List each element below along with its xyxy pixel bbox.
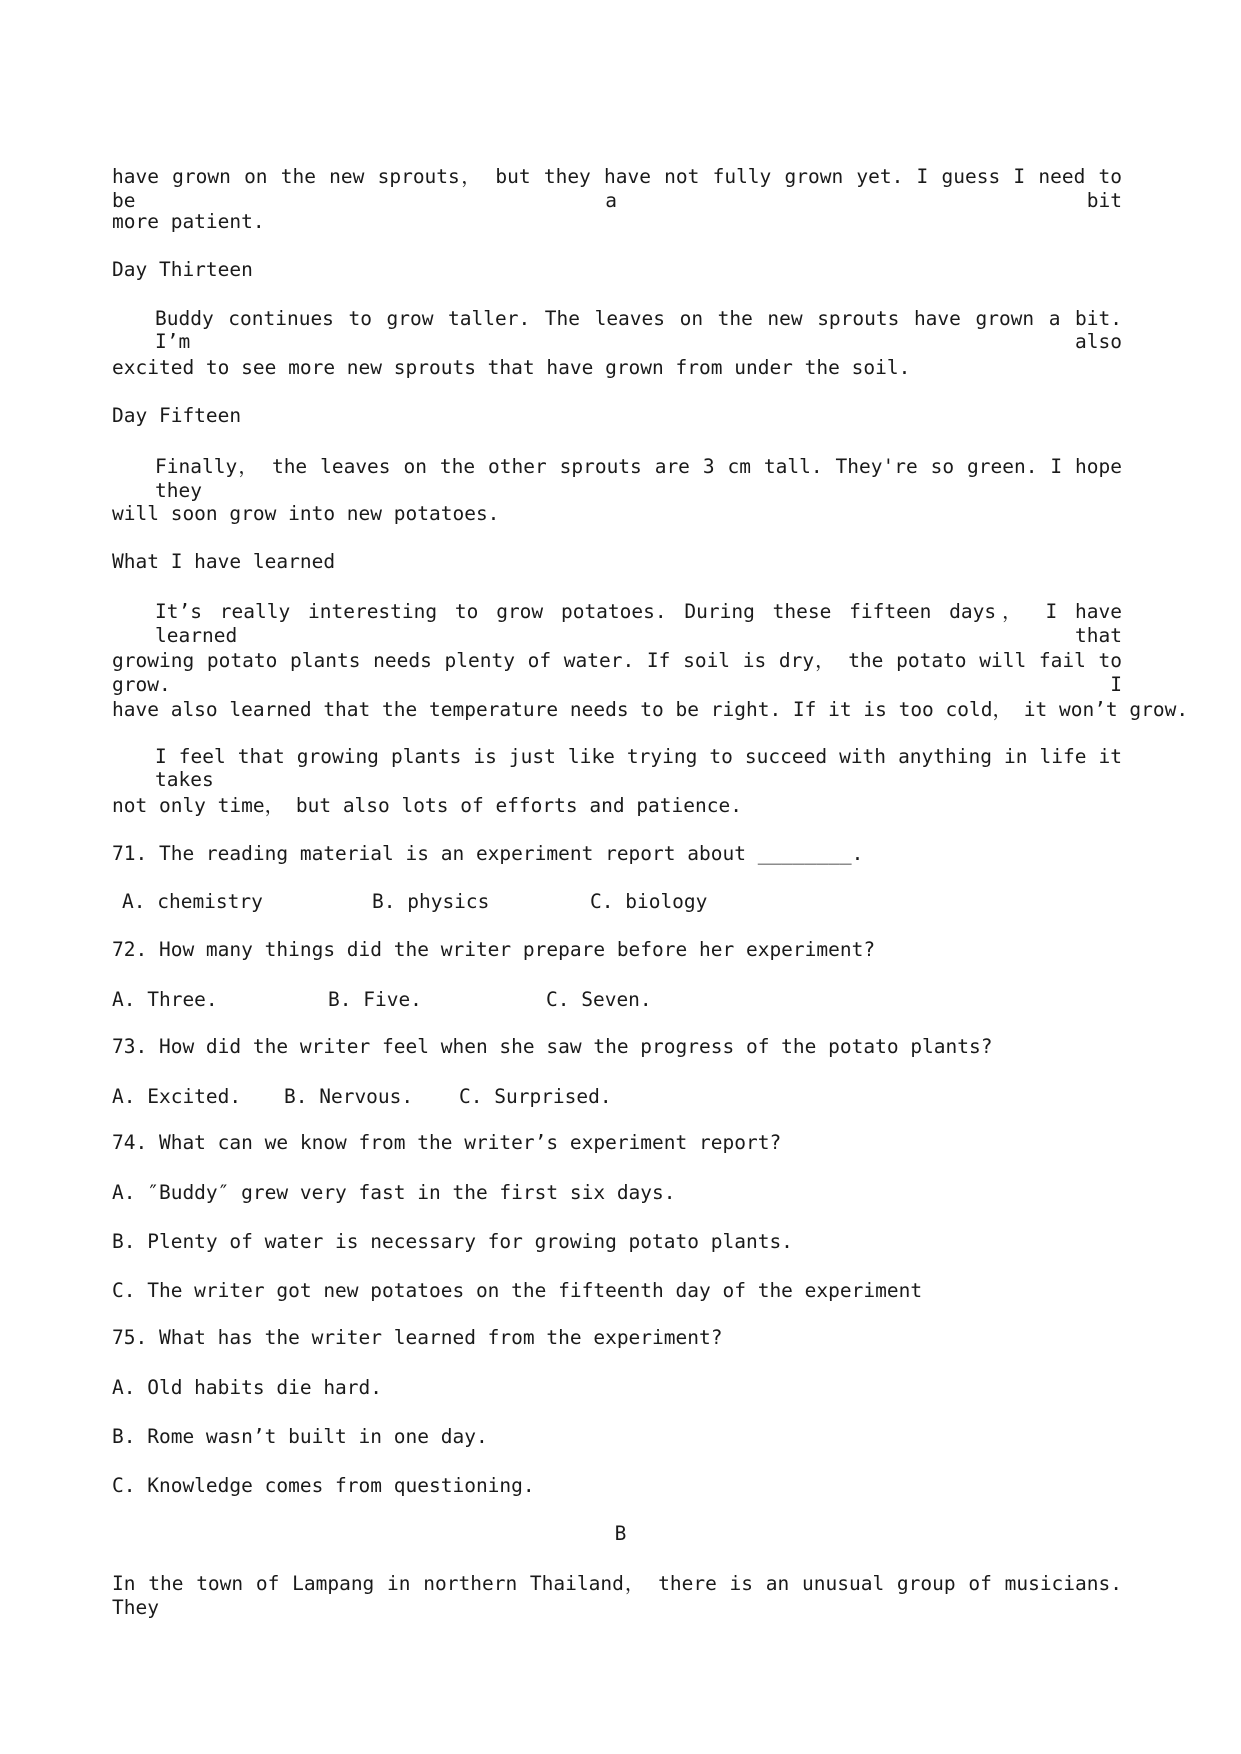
passage-a-line: growing potato plants needs plenty of water. If soil is dry， the potato will fail to grow. I [112,649,1122,696]
passage-a-line: more patient. [112,210,265,233]
question-71-option-b: B. physics [372,890,490,913]
passage-a-line: excited to see more new sprouts that have grown from under the soil. [112,356,911,379]
question-74-option-c: C. The writer got new potatoes on the fifteenth day of the experiment [112,1279,923,1302]
question-75-option-c: C. Knowledge comes from questioning. [112,1474,535,1497]
passage-a-line: have grown on the new sprouts， but they have not fully grown yet. I guess I need to be a bit [112,165,1122,212]
question-73-stem: 73. How did the writer feel when she saw the progress of the potato plants? [112,1035,993,1058]
question-75-option-b: B. Rome wasn’t built in one day. [112,1425,488,1448]
passage-a-line: Buddy continues to grow taller. The leaves on the new sprouts have grown a bit. I’m also [155,307,1122,353]
question-74-stem: 74. What can we know from the writer’s experiment report? [112,1131,782,1154]
question-75-option-a: A. Old habits die hard. [112,1376,383,1399]
day-fifteen-heading: Day Fifteen [112,404,242,427]
question-73-option-c: C. Surprised. [459,1085,612,1108]
passage-a-line: have also learned that the temperature needs to be right. If it is too cold， it won’t grow. [112,698,1189,721]
question-72-option-c: C. Seven. [546,988,652,1011]
question-71-stem: 71. The reading material is an experiment report about ________. [112,842,864,865]
question-72-option-a: A. Three. [112,988,218,1011]
day-thirteen-heading: Day Thirteen [112,258,253,281]
question-71-option-a: A. chemistry [122,890,263,913]
passage-a-line: will soon grow into new potatoes. [112,502,500,525]
passage-b-section-label: B [614,1522,627,1545]
passage-b-line: In the town of Lampang in northern Thailand， there is an unusual group of musicians. They [112,1572,1122,1619]
passage-a-line: It’s really interesting to grow potatoes. During these fifteen days， I have learned that [155,600,1122,647]
question-74-option-a: A. ″Buddy″ grew very fast in the first six days. [112,1181,676,1204]
question-74-option-b: B. Plenty of water is necessary for growing potato plants. [112,1230,793,1253]
question-71-option-c: C. biology [590,890,708,913]
passage-a-line: I feel that growing plants is just like trying to succeed with anything in life it takes [155,745,1122,791]
question-72-option-b: B. Five. [328,988,422,1011]
question-72-stem: 72. How many things did the writer prepare before her experiment? [112,938,876,961]
question-73-option-a: A. Excited. [112,1085,242,1108]
question-73-option-b: B. Nervous. [284,1085,414,1108]
passage-a-line: not only time， but also lots of efforts and patience. [112,794,742,817]
what-i-have-learned-heading: What I have learned [112,550,336,573]
question-75-stem: 75. What has the writer learned from the experiment? [112,1326,723,1349]
passage-a-line: Finally， the leaves on the other sprouts are 3 cm tall. They're so green. I hope they [155,455,1122,502]
